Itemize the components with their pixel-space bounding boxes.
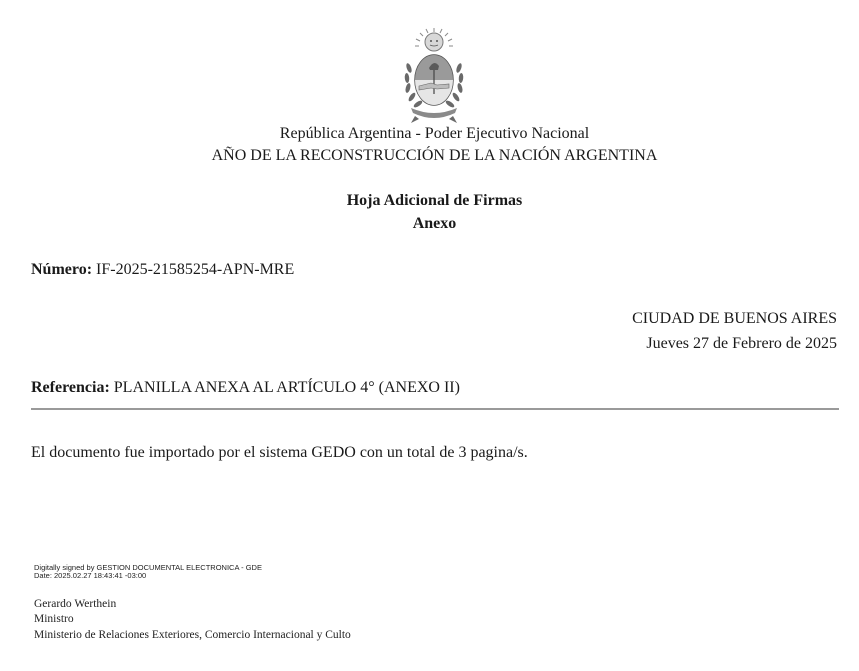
document-subtitle: Anexo <box>412 215 457 232</box>
document-number-value: IF-2025-21585254-APN-MRE <box>96 261 295 278</box>
document-title: Hoja Adicional de Firmas <box>346 192 523 209</box>
reference <box>31 379 460 397</box>
reference-value: PLANILLA ANEXA AL ARTÍCULO 4° (ANEXO II) <box>113 379 460 396</box>
signer-name: Gerardo Werthein <box>34 598 117 610</box>
header-year-motto: AÑO DE LA RECONSTRUCCIÓN DE LA NACIÓN ARGENTINA <box>211 147 658 164</box>
coat-of-arms-icon <box>401 28 467 124</box>
digital-signature-by: Digitally signed by GESTION DOCUMENTAL ELECTRONICA - GDE <box>34 563 262 572</box>
signer-organization: Ministerio de Relaciones Exteriores, Comercio Internacional y Culto <box>34 629 351 641</box>
document-date: Jueves 27 de Febrero de 2025 <box>646 335 837 352</box>
body-text: El documento fue importado por el sistema GEDO con un total de 3 pagina/s. <box>31 444 528 461</box>
city: CIUDAD DE BUENOS AIRES <box>632 310 837 327</box>
document-number-label: Número: <box>31 261 93 278</box>
document-number <box>31 261 294 279</box>
horizontal-divider <box>31 408 839 410</box>
reference-label: Referencia: <box>31 379 110 396</box>
header-country-line: República Argentina - Poder Ejecutivo Nacional <box>279 125 590 142</box>
digital-signature-date: Date: 2025.02.27 18:43:41 -03:00 <box>34 571 147 580</box>
signer-role: Ministro <box>34 613 74 625</box>
